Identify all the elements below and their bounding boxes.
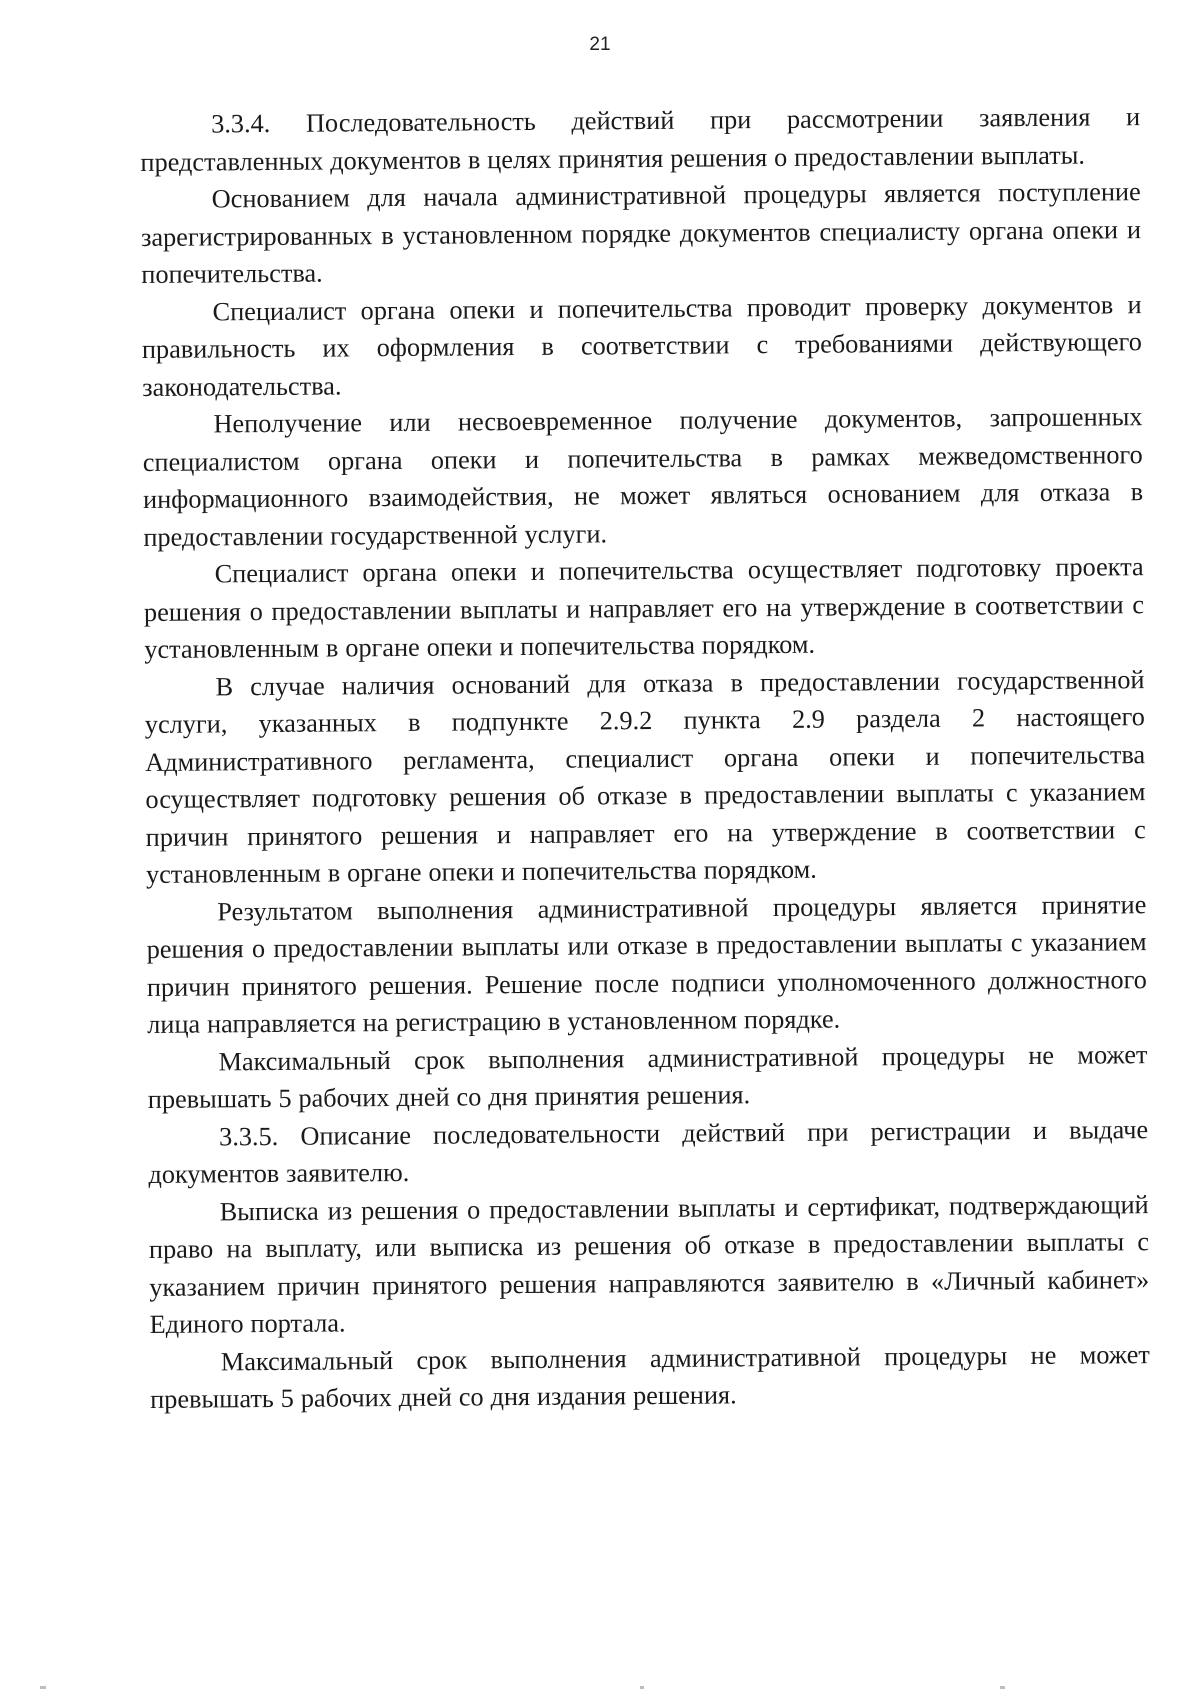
page-number: 21 [589, 34, 611, 55]
paragraph-max-term-issue: Максимальный срок выполнения административной процедуры не может превышать 5 рабочих дней со дня издания решения. [150, 1339, 1150, 1414]
paragraph-refusal-grounds: В случае наличия оснований для отказа в предоставлении государственной услуги, указанных в подпункте 2.9.2 пункта 2.9 раздела 2 настоящего Административного регламента, специалист органа опеки и попечительства осуществляет подготовку решения об отказе в предоставлении выплаты с указанием причин принятого решения и направляет его на утверждение в соответствии с установленным в органе опеки и попечительства порядком. [144, 664, 1146, 889]
paragraph-late-documents: Неполучение или несвоевременное получение документов, запрошенных специалистом органа опеки и попечительства в рамках межведомственного информационного взаимодействия, не может являться основанием для отказа в предоставлении государственной услуги. [142, 402, 1144, 552]
paragraph-3-3-5-heading: 3.3.5. Описание последовательности действий при регистрации и выдаче документов заявителю. [148, 1114, 1149, 1189]
paragraph-max-term-decision: Максимальный срок выполнения административной процедуры не может превышать 5 рабочих дней со дня принятия решения. [147, 1039, 1148, 1114]
paragraph-procedure-result: Результатом выполнения административной процедуры является принятие решения о предоставлении выплаты или отказе в предоставлении выплаты с указанием причин принятого решения. Решение после подписи уполномоченного должностного лица направляется на регистрацию в установленном порядке. [146, 889, 1148, 1039]
paragraph-draft-decision: Специалист органа опеки и попечительства осуществляет подготовку проекта решения о предоставлении выплаты и направляет его на утверждение в соответствии с установленным в органе опеки и попечительства порядком. [143, 552, 1145, 664]
paragraph-document-check: Специалист органа опеки и попечительства проводит проверку документов и правильность их оформления в соответствии с требованиями действующего законодательства. [141, 289, 1142, 402]
paragraph-3-3-4-heading: 3.3.4. Последовательность действий при рассмотрении заявления и представленных документов в целях принятия решения о предоставлении выплаты. [140, 102, 1141, 177]
paragraph-extract-delivery: Выписка из решения о предоставлении выплаты и сертификат, подтверждающий право на выплату, или выписка из решения об отказе в предоставлении выплаты с указанием причин принятого решения направляются заявителю в «Личный кабинет» Единого портала. [148, 1189, 1150, 1339]
document-body [140, 98, 1150, 1418]
paragraph-procedure-basis: Основанием для начала административной процедуры является поступление зарегистрированных в установленном порядке документов специалисту органа опеки и попечительства. [140, 177, 1142, 289]
